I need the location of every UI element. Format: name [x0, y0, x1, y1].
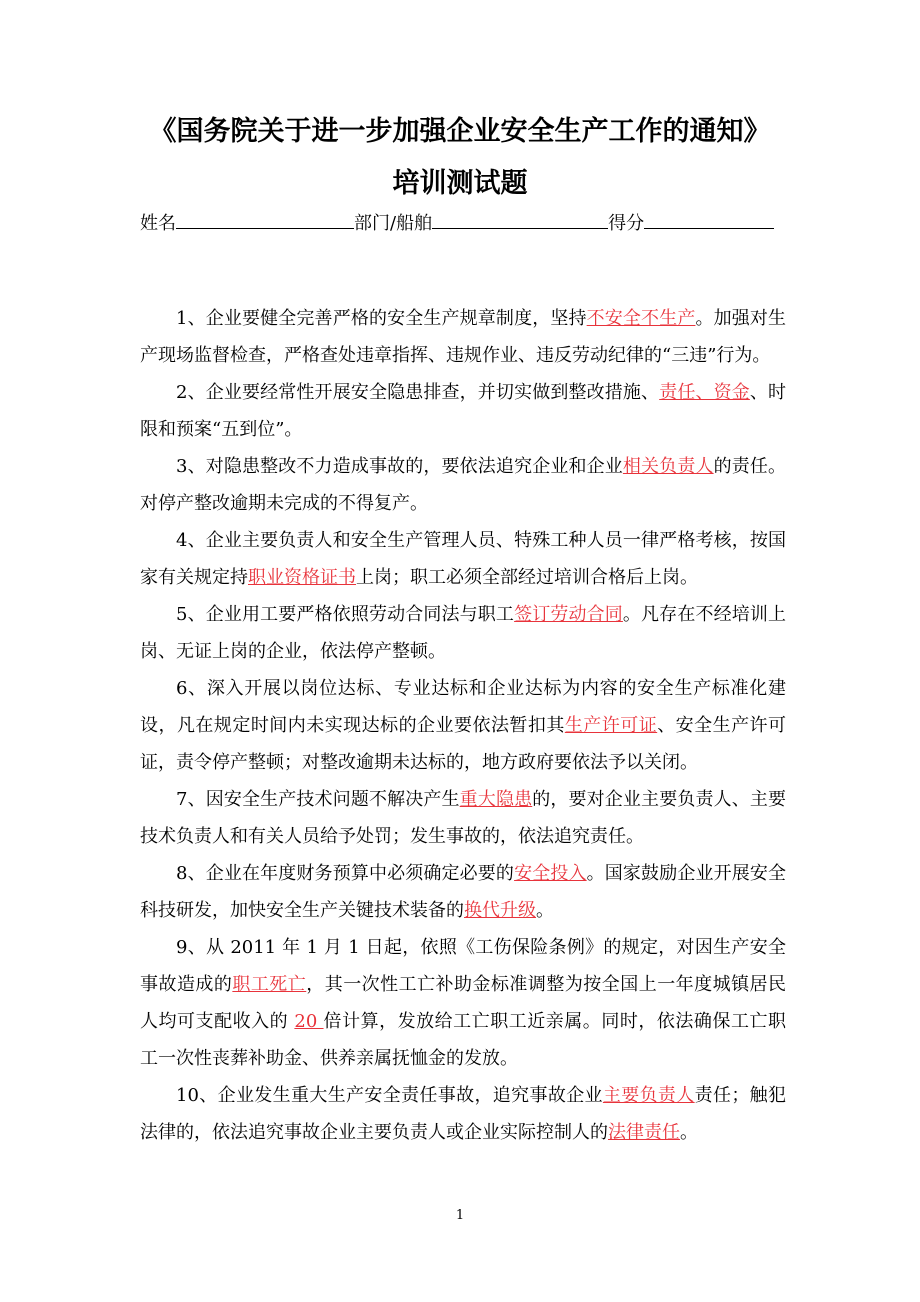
answer-text: 职业资格证书	[248, 567, 356, 588]
question-item	[140, 929, 786, 1077]
answer-text: 安全投入	[514, 863, 587, 884]
question-item	[140, 300, 786, 374]
question-number: 8、	[176, 863, 206, 884]
answer-text: 相关负责人	[622, 456, 714, 477]
question-text: ，其一次性工亡补助金标准调整为按全国上一年度城镇居民人均可支配收入的	[140, 974, 787, 1032]
name-label: 姓名	[140, 213, 176, 234]
question-text: 深入开展以岗位达标、专业达标和企业达标为内容的安全生产标准化建设，凡在规定时间内未实现达标的企业要依法暂扣其	[140, 678, 787, 736]
question-text: 。国家鼓励企业开展安全科技研发，加快安全生产关键技术装备的	[140, 863, 787, 921]
question-text: 。加强对生产现场监督检查，严格查处违章指挥、违规作业、违反劳动纪律的“三违”行为。	[140, 308, 787, 366]
question-list	[140, 300, 786, 1151]
answer-text: 20	[294, 1011, 324, 1032]
score-blank	[644, 206, 774, 229]
question-item	[140, 596, 786, 670]
answer-text: 职工死亡	[232, 974, 307, 995]
name-blank	[176, 206, 354, 229]
answer-text: 责任、资金	[659, 382, 750, 403]
question-number: 6、	[176, 678, 207, 699]
question-text: 的责任。对停产整改逾期未完成的不得复产。	[140, 456, 787, 514]
question-text: 因安全生产技术问题不解决产生	[205, 789, 460, 810]
question-text: 倍计算，发放给工亡职工近亲属。同时，依法确保工亡职工一次性丧葬补助金、供养亲属抚恤金的发放。	[140, 1011, 786, 1069]
dept-label: 部门/船舶	[354, 213, 433, 234]
question-number: 2、	[176, 382, 206, 403]
question-number: 1、	[176, 308, 206, 329]
question-item	[140, 522, 786, 596]
answer-text: 重大隐患	[459, 789, 533, 810]
question-number: 5、	[176, 604, 206, 625]
question-number: 10、	[176, 1085, 218, 1106]
question-text: 企业要经常性开展安全隐患排查，并切实做到整改措施、	[205, 382, 660, 403]
answer-text: 主要负责人	[602, 1085, 695, 1106]
answer-text: 法律责任	[608, 1122, 680, 1143]
question-text: 责任；触犯法律的，依法追究事故企业主要负责人或企业实际控制人的	[140, 1085, 787, 1143]
question-number: 7、	[176, 789, 206, 810]
question-text: 上岗；职工必须全部经过培训合格后上岗。	[356, 567, 698, 588]
answer-text: 不安全不生产	[586, 308, 696, 329]
question-text: 、时限和预案“五到位”。	[140, 382, 787, 440]
info-line	[140, 206, 774, 239]
question-text: 。	[680, 1122, 698, 1143]
question-item	[140, 855, 786, 929]
question-text: 对隐患整改不力造成事故的，要依法追究企业和企业	[205, 456, 623, 477]
question-number: 9、	[176, 937, 207, 958]
page-number: 1	[455, 1208, 465, 1223]
score-label: 得分	[608, 213, 645, 234]
question-item	[140, 374, 786, 448]
document-title: 《国务院关于进一步加强企业安全生产工作的通知》	[149, 116, 771, 147]
question-text: 企业用工要严格依照劳动合同法与职工	[205, 604, 515, 625]
question-text: 从 2011 年 1 月 1 日起，依照《工伤保险条例》的规定，对因生产安全事故造成的	[140, 937, 786, 995]
answer-text: 生产许可证	[564, 715, 658, 736]
question-text: 企业要健全完善严格的安全生产规章制度，坚持	[205, 308, 587, 329]
question-text: 企业主要负责人和安全生产管理人员、特殊工种人员一律严格考核，按国家有关规定持	[140, 530, 787, 588]
answer-text: 换代升级	[464, 900, 536, 921]
question-number: 4、	[176, 530, 206, 551]
question-text: 、安全生产许可证，责令停产整顿；对整改逾期未达标的，地方政府要依法予以关闭。	[140, 715, 787, 773]
dept-blank	[432, 206, 608, 229]
question-item	[140, 781, 786, 855]
question-text: 企业在年度财务预算中必须确定必要的	[205, 863, 515, 884]
question-item	[140, 448, 786, 522]
question-number: 3、	[176, 456, 206, 477]
question-text: 的，要对企业主要负责人、主要技术负责人和有关人员给予处罚；发生事故的，依法追究责任。	[140, 789, 787, 847]
question-text: 。凡存在不经培训上岗、无证上岗的企业，依法停产整顿。	[140, 604, 787, 662]
question-text: 。	[536, 900, 554, 921]
document-subtitle: 培训测试题	[392, 168, 528, 199]
question-text: 企业发生重大生产安全责任事故，追究事故企业	[217, 1085, 603, 1106]
answer-text: 签订劳动合同	[514, 604, 623, 625]
question-item	[140, 670, 786, 781]
question-item	[140, 1077, 786, 1151]
